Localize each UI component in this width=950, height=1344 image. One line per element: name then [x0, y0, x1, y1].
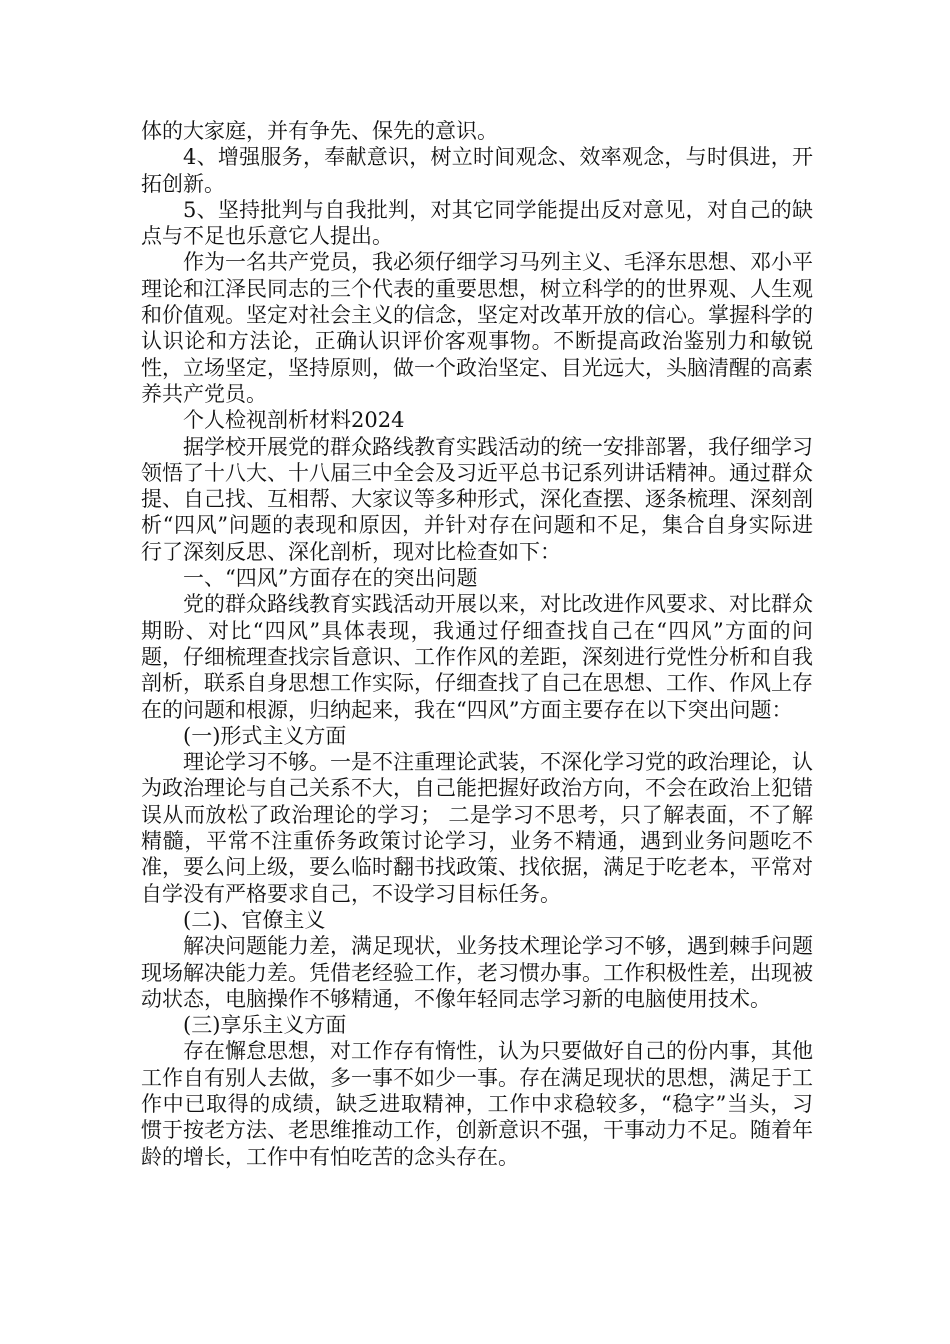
heading-hedonism: (三)享乐主义方面 [183, 1013, 347, 1038]
document-body [141, 118, 813, 1170]
heading-bureaucracy: (二)、官僚主义 [183, 907, 326, 932]
paragraph-continuation: 体的大家庭，并有争先、保先的意识。 [141, 119, 498, 143]
heading-four-winds: 一、“四风”方面存在的突出问题 [183, 566, 478, 591]
heading-formalism: (一)形式主义方面 [183, 723, 347, 748]
paragraph-hedonism: 存在懈怠思想，对工作存有惰性，认为只要做好自己的份内事，其他工作自有别人去做，多一事不如少一事。存在满足现状的思想，满足于工作中已取得的成绩，缺乏进取精神，工作中求稳较多，“稳字”当头，习惯于按老方法、老思维推动工作，创新意识不强，干事动力不足。随着年龄的增长，工作中有怕吃苦的念头存在。 [141, 1039, 813, 1169]
paragraph-item-5: 5、坚持批判与自我批判，对其它同学能提出反对意见，对自己的缺点与不足也乐意它人提出。 [141, 197, 813, 249]
paragraph-formalism: 理论学习不够。一是不注重理论武装，不深化学习党的政治理论，认为政治理论与自己关系不大，自己能把握好政治方向，不会在政治上犯错误从而放松了政治理论的学习； 二是学习不思考，只了解表面，不了解精髓，平常不注重侨务政策讨论学习，业务不精通，遇到业务问题吃不准，要么问上级，要么临时翻书找政策、找依据，满足于吃老本，平常对自学没有严格要求自己，不设学习目标任务。 [141, 750, 813, 906]
paragraph-intro: 据学校开展党的群众路线教育实践活动的统一安排部署，我仔细学习领悟了十八大、十八届三中全会及习近平总书记系列讲话精神。通过群众提、自己找、互相帮、大家议等多种形式，深化查摆、逐条梳理、深刻剖析“四风”问题的表现和原因，并针对存在问题和不足，集合自身实际进行了深刻反思、深化剖析，现对比检查如下： [141, 434, 813, 564]
paragraph-item-4: 4、增强服务，奉献意识，树立时间观念、效率观念，与时俱进，开拓创新。 [141, 145, 813, 196]
paragraph-bureaucracy: 解决问题能力差，满足现状，业务技术理论学习不够，遇到棘手问题现场解决能力差。凭借老经验工作，老习惯办事。工作积极性差，出现被动状态，电脑操作不够精通，不像年轻同志学习新的电脑使用技术。 [141, 934, 813, 1011]
section-title: 个人检视剖析材料2024 [183, 408, 405, 433]
paragraph-four-winds: 党的群众路线教育实践活动开展以来，对比改进作风要求、对比群众期盼、对比“四风”具体表现，我通过仔细查找自己在“四风”方面的问题，仔细梳理查找宗旨意识、工作作风的差距，深刻进行党性分析和自我剖析，联系自身思想工作实际，仔细查找了自己在思想、工作、作风上存在的问题和根源，归纳起来，我在“四风”方面主要存在以下突出问题： [141, 592, 813, 722]
paragraph-party-member: 作为一名共产党员，我必须仔细学习马列主义、毛泽东思想、邓小平理论和江泽民同志的三个代表的重要思想，树立科学的的世界观、人生观和价值观。坚定对社会主义的信念，坚定对改革开放的信心。掌握科学的认识论和方法论，正确认识评价客观事物。不断提高政治鉴别力和敏锐性，立场坚定，坚持原则，做一个政治坚定、目光远大，头脑清醒的高素养共产党员。 [141, 250, 813, 406]
